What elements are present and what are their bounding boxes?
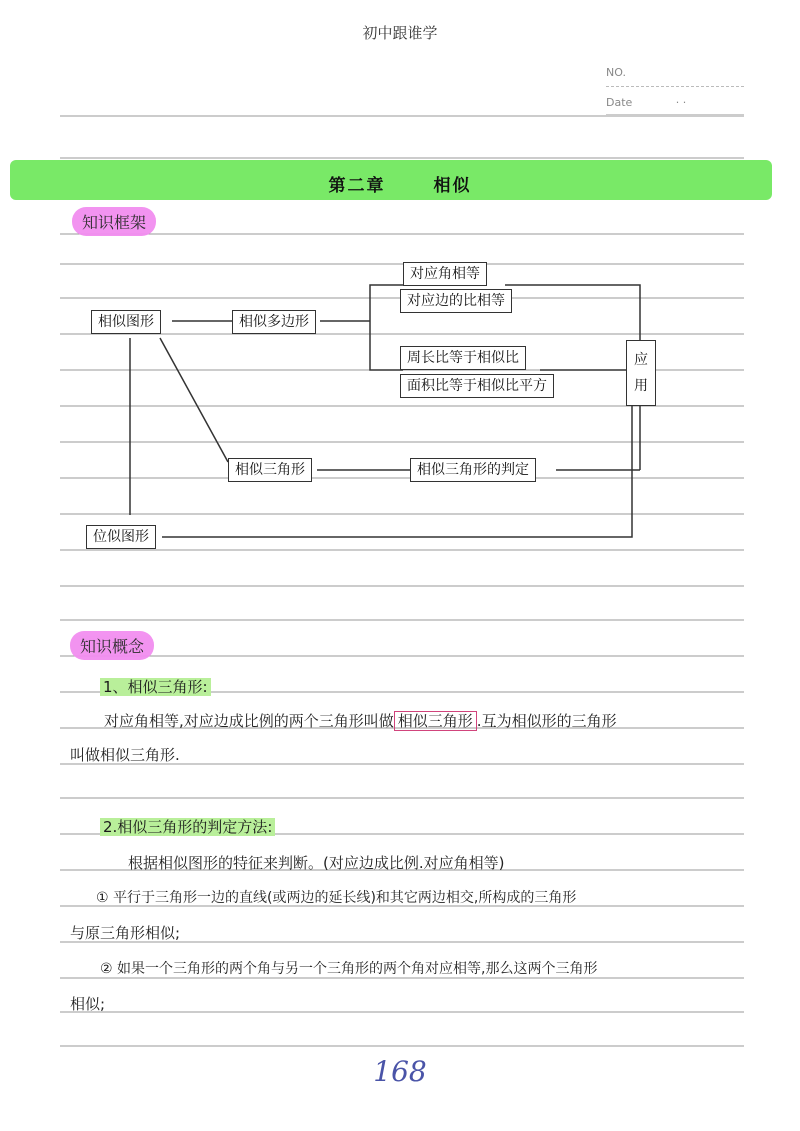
concept1-line1-a: 对应角相等,对应边成比例的两个三角形叫做 (104, 712, 394, 730)
page-number: 168 (373, 1055, 427, 1088)
concept1-heading (100, 676, 211, 697)
chapter-name: 相似 (433, 176, 472, 196)
concept1-boxed-term: 相似三角形 (394, 711, 477, 731)
node-similar-figures: 相似图形 (91, 310, 161, 334)
concept1-line2: 叫做相似三角形. (70, 746, 180, 764)
concept2-item1-line1: ① 平行于三角形一边的直线(或两边的延长线)和其它两边相交,所构成的三角形 (96, 890, 577, 906)
section-tag-concepts: 知识概念 (70, 631, 154, 660)
page-header-title: 初中跟谁学 (362, 24, 438, 42)
node-similar-polygons: 相似多边形 (232, 310, 316, 334)
concept2-heading-text: 2.相似三角形的判定方法: (100, 818, 275, 836)
concept1-heading-text: 1、相似三角形: (100, 678, 211, 696)
node-area-ratio: 面积比等于相似比平方 (400, 374, 554, 398)
concept2-item1-line2: 与原三角形相似; (70, 924, 181, 942)
concept2-intro: 根据相似图形的特征来判断。(对应边成比例.对应角相等) (128, 854, 505, 872)
meta-date-text: Date (606, 96, 633, 109)
node-corresponding-sides: 对应边的比相等 (400, 289, 512, 313)
node-similar-triangles: 相似三角形 (228, 458, 312, 482)
node-triangle-criteria: 相似三角形的判定 (410, 458, 536, 482)
meta-no-label: NO. (606, 66, 626, 79)
node-corresponding-angles: 对应角相等 (403, 262, 487, 286)
concept1-line1-b: .互为相似形的三角形 (476, 712, 617, 730)
node-application: 应用 (626, 340, 656, 406)
concept2-item2-line2: 相似; (70, 995, 106, 1013)
node-perimeter-ratio: 周长比等于相似比 (400, 346, 526, 370)
concept1-line1 (104, 710, 617, 731)
chapter-number: 第二章 (328, 176, 386, 196)
section-tag-framework: 知识框架 (72, 207, 156, 236)
concept2-heading (100, 816, 275, 837)
meta-date-placeholder: · · (675, 96, 687, 109)
node-homothetic-figures: 位似图形 (86, 525, 156, 549)
concept2-item2-line1: ② 如果一个三角形的两个角与另一个三角形的两个角对应相等,那么这两个三角形 (100, 961, 598, 977)
